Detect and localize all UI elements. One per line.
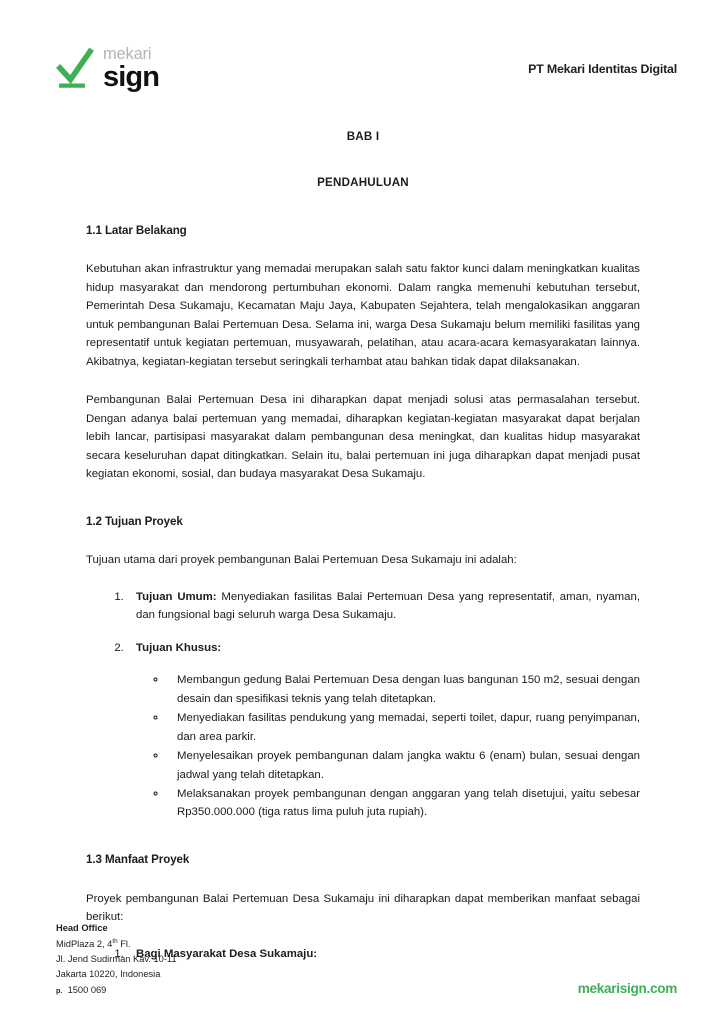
address-line-3: Jakarta 10220, Indonesia [56, 968, 161, 979]
address-line-1-pre: MidPlaza 2, 4 [56, 938, 113, 949]
list-item-label: Tujuan Umum: [136, 590, 217, 603]
logo-mekari-text: mekari [103, 44, 152, 63]
list-item: ◦ Membangun gedung Balai Pertemuan Desa dengan luas bangunan 150 m2, sesuai dengan desain dan spesifikasi teknis yang telah ditetapkan. [167, 671, 640, 708]
page-header [56, 38, 677, 100]
list-item-text: Menyediakan fasilitas Balai Pertemuan Desa yang representatif, aman, nyaman, dan fungsional bagi seluruh warga Desa Sukamaju. [136, 590, 640, 622]
head-office-block [56, 921, 177, 998]
mekari-sign-logo [56, 46, 159, 93]
paragraph-1-3-intro: Proyek pembangunan Balai Pertemuan Desa Sukamaju ini diharapkan dapat memberikan manfaat sebagai berikut: [86, 892, 640, 924]
list-item [127, 588, 640, 625]
specific-objectives-list [136, 671, 640, 822]
phone-number: 1500 069 [67, 984, 107, 995]
logo-sign-text: sign [103, 61, 160, 94]
document-content [86, 128, 640, 963]
address-line-2: Jl. Jend Sudirman Kav. 10-11 [56, 953, 177, 964]
logo-wordmark [103, 46, 159, 93]
section-heading-1-1: 1.1 Latar Belakang [86, 223, 187, 237]
address-line-1-ordinal: th [112, 937, 118, 945]
section-heading-1-3: 1.3 Manfaat Proyek [86, 852, 190, 866]
head-office-title: Head Office [56, 922, 108, 933]
phone-label: p. [56, 985, 63, 995]
list-item: ◦ Menyediakan fasilitas pendukung yang memadai, seperti toilet, dapur, ruang penyimpanan, dan area parkir. [167, 709, 640, 746]
objectives-list [86, 588, 640, 822]
document-subtitle: PENDAHULUAN [317, 175, 409, 189]
page-footer [56, 921, 677, 998]
list-item: ◦ Menyelesaikan proyek pembangunan dalam jangka waktu 6 (enam) bulan, sesuai dengan jadwal yang telah ditetapkan. [167, 747, 640, 784]
list-item: ◦ Melaksanakan proyek pembangunan dengan anggaran yang telah disetujui, yaitu sebesar Rp350.000.000 (tiga ratus lima puluh juta rupiah). [167, 785, 640, 822]
list-item [127, 639, 640, 822]
paragraph-1-1-a: Kebutuhan akan infrastruktur yang memadai merupakan salah satu faktor kunci dalam meningkatkan kualitas hidup masyarakat dan mendorong pertumbuhan ekonomi. Dalam rangka memenuhi kebutuhan tersebut, Pemerintah Desa Sukamaju, Kecamatan Maju Jaya, Kabupaten Sejahtera, telah mengalokasikan anggaran untuk pembangunan Balai Pertemuan Desa. Selama ini, warga Desa Sukamaju belum memiliki fasilitas yang representatif untuk kegiatan pertemuan, musyawarah, pelatihan, atau acara-acara kemasyarakatan lainnya. Akibatnya, kegiatan-kegiatan tersebut seringkali terhambat atau bahkan tidak dapat dilaksanakan. [86, 263, 640, 368]
section-heading-1-2: 1.2 Tujuan Proyek [86, 514, 183, 528]
list-item-label: Bagi Masyarakat Desa Sukamaju: [136, 947, 318, 960]
phone-line [56, 983, 177, 998]
document-title: BAB I [346, 130, 380, 143]
list-item-label: Tujuan Khusus: [136, 641, 222, 654]
paragraph-1-1-b: Pembangunan Balai Pertemuan Desa ini diharapkan dapat menjadi solusi atas permasalahan tersebut. Dengan adanya balai pertemuan yang memadai, diharapkan kegiatan-kegiatan masyarakat dapat berjalan lebih lancar, partisipasi masyarakat dalam pembangunan desa meningkat, dan kualitas hidup masyarakat secara keseluruhan dapat ditingkatkan. Selain itu, balai pertemuan ini juga diharapkan dapat menjadi pusat kegiatan ekonomi, sosial, dan budaya masyarakat Desa Sukamaju. [86, 394, 640, 481]
address-line-1 [56, 937, 177, 952]
website-url: mekarisign.com [577, 981, 677, 996]
checkmark-icon [56, 47, 94, 91]
paragraph-1-2-intro: Tujuan utama dari proyek pembangunan Balai Pertemuan Desa Sukamaju ini adalah: [86, 554, 517, 567]
company-name: PT Mekari Identitas Digital [528, 62, 677, 76]
address-line-1-post: Fl. [117, 938, 131, 949]
